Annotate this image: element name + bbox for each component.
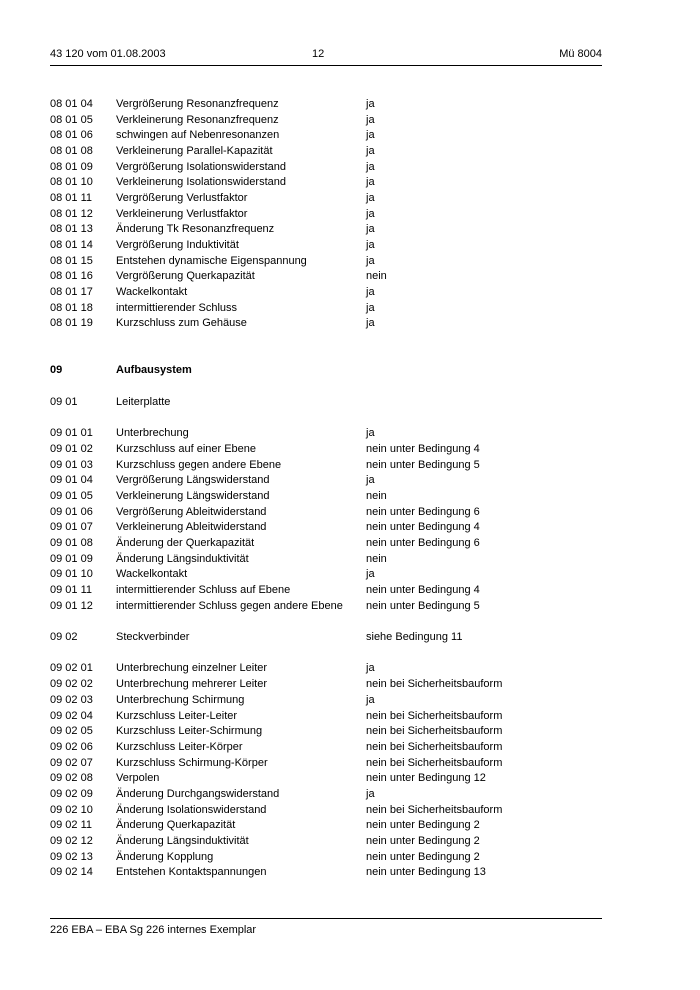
item-code: 08 01 19 bbox=[50, 317, 93, 329]
item-value: ja bbox=[366, 192, 375, 204]
item-value: nein bbox=[366, 553, 387, 565]
page-header bbox=[50, 48, 602, 64]
item-value: nein bei Sicherheitsbauform bbox=[366, 710, 503, 722]
item-code: 09 02 06 bbox=[50, 741, 93, 753]
item-value: nein bei Sicherheitsbauform bbox=[366, 725, 503, 737]
item-code: 09 01 08 bbox=[50, 537, 93, 549]
item-description: Vergrößerung Induktivität bbox=[116, 239, 239, 251]
item-value: nein unter Bedingung 6 bbox=[366, 537, 480, 549]
item-code: 08 01 18 bbox=[50, 302, 93, 314]
item-code: 09 02 12 bbox=[50, 835, 93, 847]
item-code: 09 01 11 bbox=[50, 584, 93, 596]
item-code: 09 02 09 bbox=[50, 788, 93, 800]
header-rule bbox=[50, 65, 602, 66]
item-description: Unterbrechung Schirmung bbox=[116, 694, 245, 706]
item-value: nein unter Bedingung 13 bbox=[366, 866, 486, 878]
footer-rule bbox=[50, 918, 602, 919]
item-value: ja bbox=[366, 145, 375, 157]
item-description: Kurzschluss Leiter-Leiter bbox=[116, 710, 238, 722]
item-code: 09 02 01 bbox=[50, 662, 93, 674]
item-description: Verkleinerung Parallel-Kapazität bbox=[116, 145, 273, 157]
item-description: Aufbausystem bbox=[116, 364, 192, 376]
item-description: Vergrößerung Querkapazität bbox=[116, 270, 255, 282]
item-description: Vergrößerung Verlustfaktor bbox=[116, 192, 248, 204]
item-code: 09 02 03 bbox=[50, 694, 93, 706]
item-value: siehe Bedingung 11 bbox=[366, 631, 463, 643]
item-code: 08 01 15 bbox=[50, 255, 93, 267]
item-description: Verkleinerung Längswiderstand bbox=[116, 490, 270, 502]
item-code: 09 01 05 bbox=[50, 490, 93, 502]
item-code: 08 01 08 bbox=[50, 145, 93, 157]
item-value: nein bei Sicherheitsbauform bbox=[366, 741, 503, 753]
item-code: 09 01 01 bbox=[50, 427, 93, 439]
item-value: ja bbox=[366, 694, 375, 706]
item-description: Vergrößerung Längswiderstand bbox=[116, 474, 270, 486]
item-value: ja bbox=[366, 98, 375, 110]
document-number: 43 120 vom 01.08.2003 bbox=[50, 48, 166, 60]
item-description: Änderung Kopplung bbox=[116, 851, 214, 863]
item-code: 09 bbox=[50, 364, 63, 376]
item-code: 09 01 09 bbox=[50, 553, 93, 565]
item-code: 09 02 bbox=[50, 631, 78, 643]
item-description: Kurzschluss Leiter-Körper bbox=[116, 741, 243, 753]
item-code: 09 01 12 bbox=[50, 600, 93, 612]
item-value: nein bei Sicherheitsbauform bbox=[366, 757, 503, 769]
item-description: Verpolen bbox=[116, 772, 160, 784]
item-value: nein bei Sicherheitsbauform bbox=[366, 678, 503, 690]
item-description: intermittierender Schluss bbox=[116, 302, 238, 314]
document-reference: Mü 8004 bbox=[559, 48, 602, 60]
item-code: 09 02 11 bbox=[50, 819, 93, 831]
item-code: 09 01 03 bbox=[50, 459, 93, 471]
item-code: 08 01 09 bbox=[50, 161, 93, 173]
item-value: ja bbox=[366, 302, 375, 314]
item-description: Verkleinerung Verlustfaktor bbox=[116, 208, 248, 220]
item-value: ja bbox=[366, 223, 375, 235]
item-code: 08 01 04 bbox=[50, 98, 93, 110]
item-description: Wackelkontakt bbox=[116, 568, 188, 580]
item-value: ja bbox=[366, 239, 375, 251]
item-value: nein unter Bedingung 2 bbox=[366, 835, 480, 847]
item-code: 09 01 04 bbox=[50, 474, 93, 486]
item-code: 09 01 02 bbox=[50, 443, 93, 455]
item-value: ja bbox=[366, 208, 375, 220]
item-value: nein unter Bedingung 5 bbox=[366, 600, 480, 612]
item-description: Wackelkontakt bbox=[116, 286, 188, 298]
item-description: Unterbrechung einzelner Leiter bbox=[116, 662, 268, 674]
item-value: ja bbox=[366, 114, 375, 126]
item-value: ja bbox=[366, 286, 375, 298]
item-code: 08 01 16 bbox=[50, 270, 93, 282]
item-description: Vergrößerung Isolationswiderstand bbox=[116, 161, 286, 173]
item-value: ja bbox=[366, 317, 375, 329]
item-description: Entstehen dynamische Eigenspannung bbox=[116, 255, 307, 267]
item-description: Änderung Tk Resonanzfrequenz bbox=[116, 223, 275, 235]
item-code: 09 02 14 bbox=[50, 866, 93, 878]
item-description: Kurzschluss gegen andere Ebene bbox=[116, 459, 282, 471]
item-code: 08 01 14 bbox=[50, 239, 93, 251]
page-number: 12 bbox=[312, 48, 325, 60]
item-value: ja bbox=[366, 129, 375, 141]
item-value: nein bbox=[366, 490, 387, 502]
item-description: Verkleinerung Resonanzfrequenz bbox=[116, 114, 279, 126]
item-value: nein unter Bedingung 2 bbox=[366, 819, 480, 831]
item-code: 08 01 10 bbox=[50, 176, 93, 188]
item-code: 09 02 10 bbox=[50, 804, 93, 816]
item-description: Unterbrechung bbox=[116, 427, 189, 439]
item-description: Steckverbinder bbox=[116, 631, 190, 643]
item-code: 08 01 12 bbox=[50, 208, 93, 220]
item-description: Verkleinerung Isolationswiderstand bbox=[116, 176, 286, 188]
item-value: nein bbox=[366, 270, 387, 282]
item-code: 08 01 17 bbox=[50, 286, 93, 298]
item-code: 09 02 02 bbox=[50, 678, 93, 690]
item-value: nein unter Bedingung 4 bbox=[366, 584, 480, 596]
item-code: 09 01 07 bbox=[50, 521, 93, 533]
item-code: 09 02 05 bbox=[50, 725, 93, 737]
item-value: ja bbox=[366, 255, 375, 267]
item-description: intermittierender Schluss auf Ebene bbox=[116, 584, 291, 596]
item-description: Kurzschluss Leiter-Schirmung bbox=[116, 725, 263, 737]
item-description: Änderung Längsinduktivität bbox=[116, 553, 249, 565]
item-value: ja bbox=[366, 788, 375, 800]
item-description: intermittierender Schluss gegen andere Ebene bbox=[116, 600, 343, 612]
item-value: ja bbox=[366, 176, 375, 188]
item-description: Entstehen Kontaktspannungen bbox=[116, 866, 267, 878]
item-description: Kurzschluss Schirmung-Körper bbox=[116, 757, 268, 769]
item-value: nein unter Bedingung 12 bbox=[366, 772, 486, 784]
item-code: 08 01 05 bbox=[50, 114, 93, 126]
item-value: nein bei Sicherheitsbauform bbox=[366, 804, 503, 816]
item-value: nein unter Bedingung 6 bbox=[366, 506, 480, 518]
item-description: Änderung Isolationswiderstand bbox=[116, 804, 267, 816]
item-code: 09 01 10 bbox=[50, 568, 93, 580]
item-description: Vergrößerung Ableitwiderstand bbox=[116, 506, 267, 518]
item-code: 08 01 13 bbox=[50, 223, 93, 235]
item-description: Änderung der Querkapazität bbox=[116, 537, 255, 549]
item-description: Unterbrechung mehrerer Leiter bbox=[116, 678, 268, 690]
item-description: Änderung Querkapazität bbox=[116, 819, 236, 831]
item-value: ja bbox=[366, 568, 375, 580]
item-value: nein unter Bedingung 4 bbox=[366, 521, 480, 533]
item-description: Leiterplatte bbox=[116, 396, 171, 408]
item-value: nein unter Bedingung 2 bbox=[366, 851, 480, 863]
item-description: Verkleinerung Ableitwiderstand bbox=[116, 521, 267, 533]
item-value: nein unter Bedingung 5 bbox=[366, 459, 480, 471]
item-code: 08 01 11 bbox=[50, 192, 93, 204]
item-description: Vergrößerung Resonanzfrequenz bbox=[116, 98, 279, 110]
item-value: nein unter Bedingung 4 bbox=[366, 443, 480, 455]
item-code: 09 01 bbox=[50, 396, 78, 408]
item-value: ja bbox=[366, 161, 375, 173]
item-value: ja bbox=[366, 427, 375, 439]
item-code: 09 02 08 bbox=[50, 772, 93, 784]
item-description: Kurzschluss zum Gehäuse bbox=[116, 317, 247, 329]
item-description: Änderung Durchgangswiderstand bbox=[116, 788, 280, 800]
page-footer: 226 EBA – EBA Sg 226 internes Exemplar bbox=[50, 924, 257, 936]
item-value: ja bbox=[366, 662, 375, 674]
item-value: ja bbox=[366, 474, 375, 486]
item-code: 09 02 04 bbox=[50, 710, 93, 722]
item-description: Änderung Längsinduktivität bbox=[116, 835, 249, 847]
item-code: 08 01 06 bbox=[50, 129, 93, 141]
item-code: 09 01 06 bbox=[50, 506, 93, 518]
item-code: 09 02 13 bbox=[50, 851, 93, 863]
item-code: 09 02 07 bbox=[50, 757, 93, 769]
item-description: Kurzschluss auf einer Ebene bbox=[116, 443, 257, 455]
item-description: schwingen auf Nebenresonanzen bbox=[116, 129, 280, 141]
